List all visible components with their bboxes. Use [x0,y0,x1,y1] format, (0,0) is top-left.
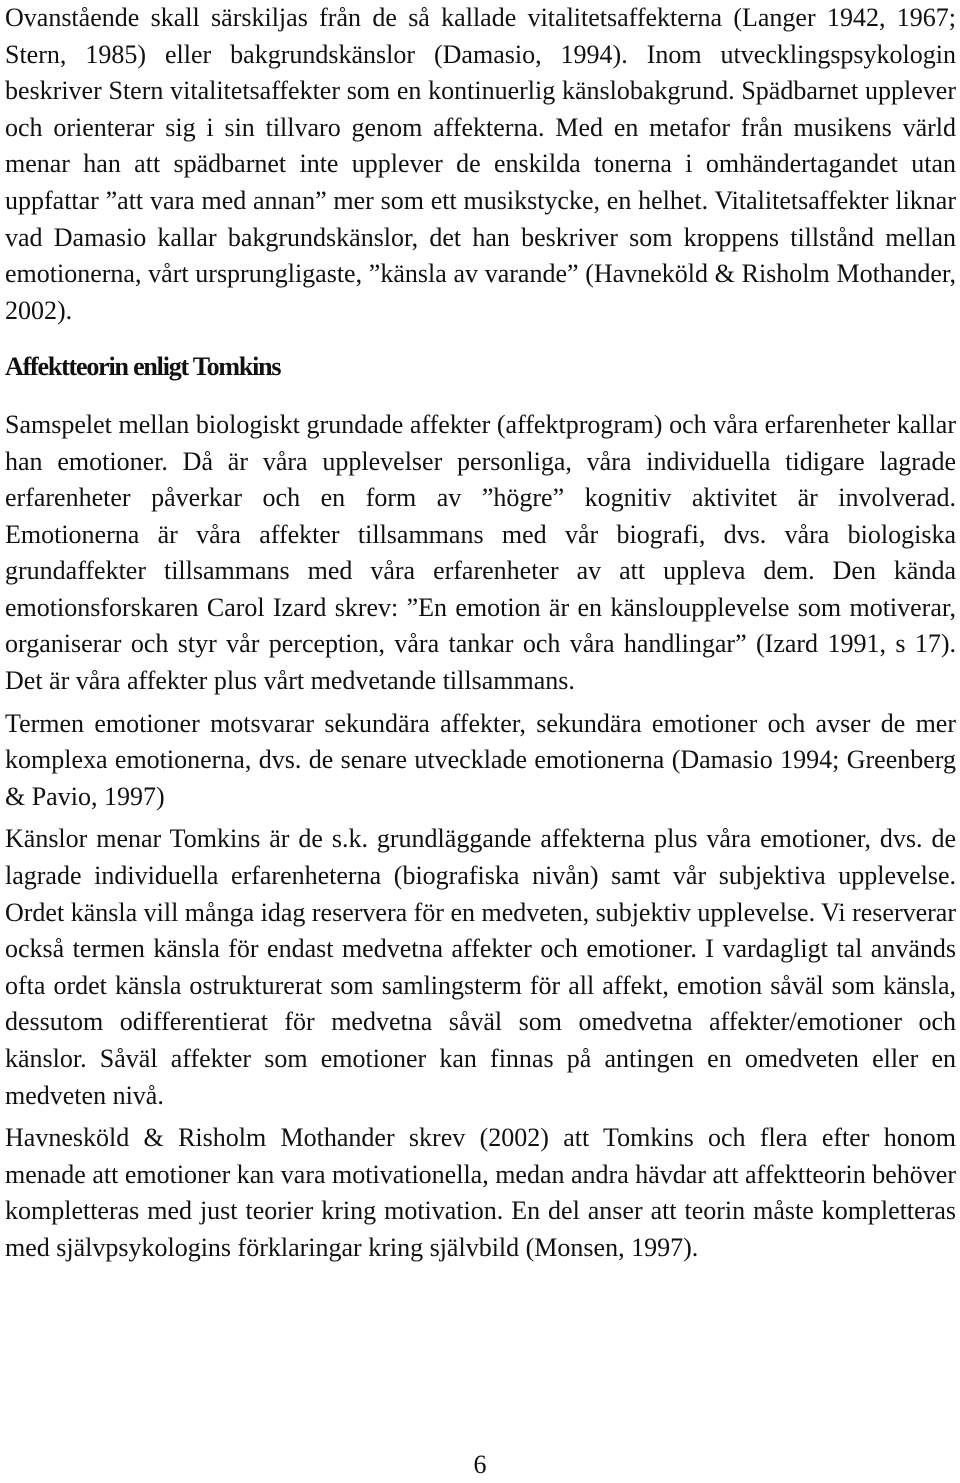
paragraph-emotioner: Samspelet mellan biologiskt grundade affekter (affektprogram) och våra erfarenheter kallar han emotioner. Då är våra upplevelser personliga, våra individuella tidigare lagrade erfarenheter påverkar och en form av ”högre” kognitiv aktivitet är involverad. Emotionerna är våra affekter tillsammans med vår biografi, dvs. våra biologiska grundaffekter tillsammans med våra erfarenheter av att uppleva dem. Den kända emotionsforskaren Carol Izard skrev: ”En emotion är en känsloupplevelse som motiverar, organiserar och styr vår perception, våra tankar och våra handlingar” (Izard 1991, s 17). Det är våra affekter plus vårt medvetande tillsammans. [5,409,956,696]
paragraph-motivation: Havnesköld & Risholm Mothander skrev (2002) att Tomkins och flera efter honom menade att emotioner kan vara motivationella, medan andra hävdar att affektteorin behöver kompletteras med just teorier kring motivation. En del anser att teorin måste kompletteras med självpsykologins förklaringar kring självbild (Monsen, 1997). [5,1123,957,1262]
paragraph-kanslor: Känslor menar Tomkins är de s.k. grundläggande affekterna plus våra emotioner, dvs. de lagrade individuella erfarenheterna (biografiska nivån) samt vår subjektiva upplevelse. Ordet känsla vill många idag reservera för en medveten, subjektiv upplevelse. Vi reserverar också termen känsla för endast medvetna affekter och emotioner. I vardagligt tal används ofta ordet känsla ostrukturerat som samlingsterm för all affekt, emotion såväl som känsla, dessutom odifferentierat för medvetna såväl som omedvetna affekter/emotioner och känslor. Såväl affekter som emotioner kan finnas på antingen en omedveten eller en medveten nivå. [5,824,956,1110]
paragraph-sekundara-affekter: Termen emotioner motsvarar sekundära affekter, sekundära emotioner och avser de mer komplexa emotionerna, dvs. de senare utvecklade emotionerna (Damasio 1994; Greenberg & Pavio, 1997) [5,708,956,811]
page-number: 6 [473,1450,487,1479]
paragraph-vitalitetsaffekter: Ovanstående skall särskiljas från de så kallade vitalitetsaffekterna (Langer 1942, 1967; Stern, 1985) eller bakgrundskänslor (Damasio, 1994). Inom utvecklingspsykologin beskriver Stern vitalitetsaffekter som en kontinuerlig känslobakgrund. Spädbarnet upplever och orienterar sig i sin tillvaro genom affekterna. Med en metafor från musikens värld menar han att spädbarnet inte upplever de enskilda tonerna i omhändertagandet utan uppfattar ”att vara med annan” mer som ett musikstycke, en helhet. Vitalitetsaffekter liknar vad Damasio kallar bakgrundskänslor, det han beskriver som kroppens tillstånd mellan emotionerna, vårt ursprungligaste, ”känsla av varande” (Havneköld & Risholm Mothander, 2002). [5,3,956,325]
section-heading: Affektteorin enligt Tomkins [5,352,281,382]
document-page [5,0,956,1267]
